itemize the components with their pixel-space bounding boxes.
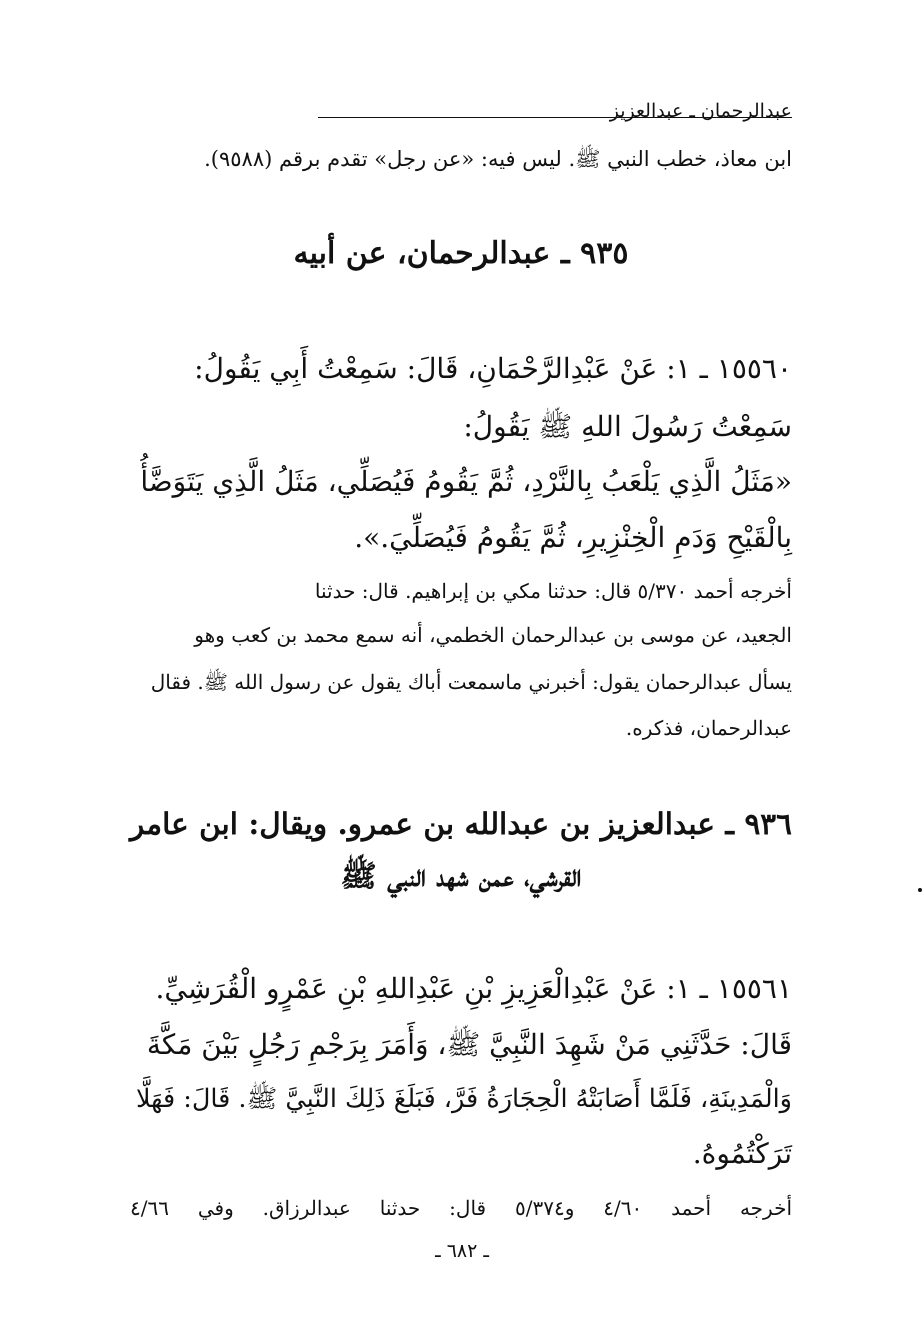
continuation-line: ابن معاذ، خطب النبي ﷺ. ليس فيه: «عن رجل» تقدم برقم (٩٥٨٨). <box>204 147 792 171</box>
hadith-15560-line: ١٥٥٦٠ ـ ١: عَنْ عَبْدِالرَّحْمَانِ، قَالَ: سَمِعْتُ أَبِي يَقُولُ: <box>194 352 792 385</box>
scan-edge-mark <box>918 888 922 892</box>
takhrij-note-line: أخرجه أحمد ٤/٦٠ و٥/٣٧٤ قال: حدثنا عبدالرزاق. وفي ٤/٦٦ <box>130 1196 792 1220</box>
hadith-15560-line: سَمِعْتُ رَسُولَ اللهِ ﷺ يَقُولُ: <box>463 410 792 443</box>
takhrij-note-line: عبدالرحمان، فذكره. <box>625 716 792 740</box>
hadith-15561-line: قَالَ: حَدَّثَنِي مَنْ شَهِدَ النَّبِيَّ ﷺ، وَأَمَرَ بِرَجْمِ رَجُلٍ بَيْنَ مَكَّةَ <box>146 1028 792 1061</box>
running-head: عبدالرحمان ـ عبدالعزيز <box>609 100 792 122</box>
takhrij-note-line: يسأل عبدالرحمان يقول: أخبرني ماسمعت أباك يقول عن رسول الله ﷺ. فقال <box>150 670 792 694</box>
hadith-15561-line: ١٥٥٦١ ـ ١: عَنْ عَبْدِالْعَزِيزِ بْنِ عَبْدِاللهِ بْنِ عَمْرٍو الْقُرَشِيِّ. <box>155 972 792 1005</box>
section-936-heading: القرشي، عمن شهد النبي ﷺ <box>340 859 582 894</box>
page-number: ـ ٦٨٢ ـ <box>435 1240 489 1262</box>
hadith-15561-line: وَالْمَدِينَةِ، فَلَمَّا أَصَابَتْهُ الْحِجَارَةُ فَرَّ، فَبَلَغَ ذَلِكَ النَّبِيَّ ﷺ. قَالَ: فَهَلَّا <box>135 1084 792 1114</box>
hadith-15560-line: «مَثَلُ الَّذِي يَلْعَبُ بِالنَّرْدِ، ثُمَّ يَقُومُ فَيُصَلِّي، مَثَلُ الَّذِي يَتَوَضَّأُ <box>140 465 792 498</box>
header-rule <box>318 117 792 118</box>
hadith-15560-line: بِالْقَيْحِ وَدَمِ الْخِنْزِيرِ، ثُمَّ يَقُومُ فَيُصَلِّيَ.». <box>354 521 792 554</box>
hadith-15561-line: تَرَكْتُمُوهُ. <box>692 1137 792 1170</box>
section-935-heading: ٩٣٥ ـ عبدالرحمان، عن أبيه <box>293 236 629 271</box>
takhrij-note-line: أخرجه أحمد ٥/٣٧٠ قال: حدثنا مكي بن إبراهيم. قال: حدثنا <box>314 579 792 603</box>
section-936-heading: ٩٣٦ ـ عبدالعزيز بن عبدالله بن عمرو. ويقال: ابن عامر <box>130 806 792 841</box>
takhrij-note-line: الجعيد، عن موسى بن عبدالرحمان الخطمي، أنه سمع محمد بن كعب وهو <box>194 623 792 647</box>
